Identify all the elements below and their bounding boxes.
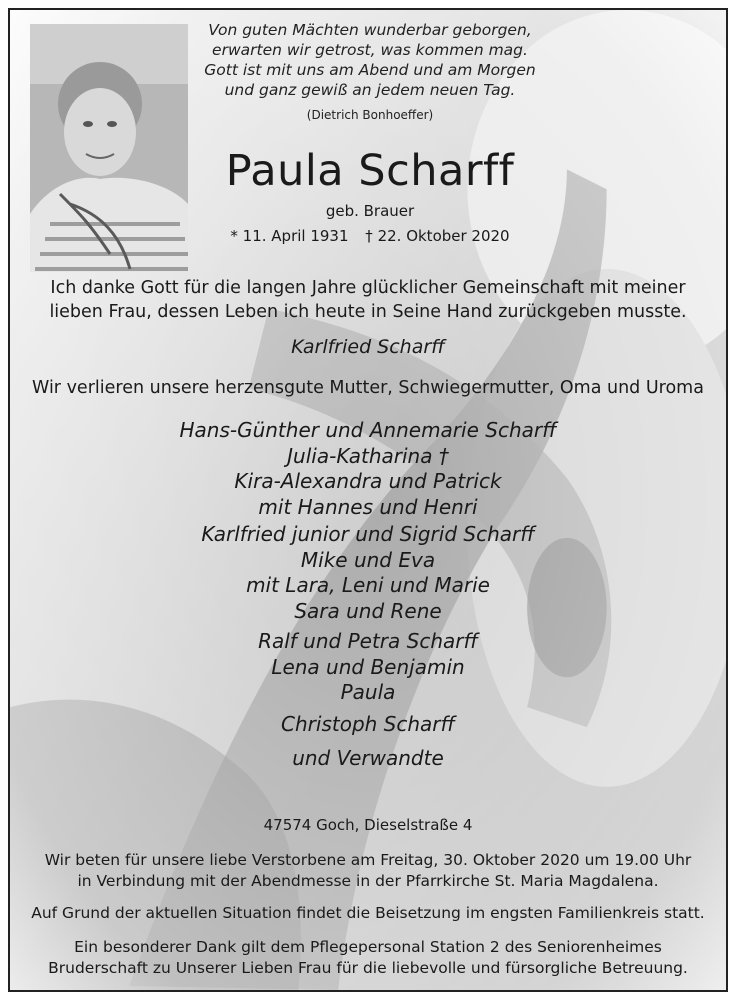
notice-burial	[10, 903, 726, 924]
family-line: Julia-Katharina †	[287, 443, 449, 468]
notice-line: Ein besonderer Dank gilt dem Pflegepersonal Station 2 des Seniorenheimes	[74, 938, 662, 956]
family-line: und Verwandte	[292, 746, 444, 770]
quote-line: und ganz gewiß an jedem neuen Tag.	[224, 81, 516, 99]
husband-signature: Karlfried Scharff	[291, 336, 445, 358]
quote-line: erwarten wir getrost, was kommen mag.	[212, 41, 528, 59]
birth-date: * 11. April 1931	[230, 227, 349, 245]
notice-line: Bruderschaft zu Unserer Lieben Frau für die liebevolle und fürsorgliche Betreuung.	[48, 959, 688, 977]
quote-line: Gott ist mit uns am Abend und am Morgen	[204, 61, 536, 79]
family-group-1	[10, 418, 726, 520]
notice-line: Auf Grund der aktuellen Situation findet die Beisetzung im engsten Familienkreis statt.	[31, 904, 705, 922]
family-line: Hans-Günther und Annemarie Scharff	[179, 418, 557, 442]
quote-text	[190, 20, 550, 100]
family-line: Mike und Eva	[300, 547, 436, 572]
family-group-2	[10, 522, 726, 624]
obituary-frame	[8, 8, 728, 992]
notice-line: in Verbindung mit der Abendmesse in der Pfarrkirche St. Maria Magdalena.	[77, 872, 659, 890]
deceased-name: Paula Scharff	[225, 146, 515, 196]
family-line: mit Lara, Leni und Marie	[246, 573, 490, 597]
family-line: Ralf und Petra Scharff	[258, 629, 478, 653]
husband-note-line: lieben Frau, dessen Leben ich heute in Seine Hand zurückgeben musste.	[49, 302, 687, 322]
quote-line: Von guten Mächten wunderbar geborgen,	[208, 21, 532, 39]
address: 47574 Goch, Dieselstraße 4	[263, 816, 473, 834]
family-group-3	[10, 629, 726, 706]
family-line: Kira-Alexandra und Patrick	[234, 469, 502, 493]
family-intro: Wir verlieren unsere herzensgute Mutter, Schwiegermutter, Oma und Uroma	[32, 378, 704, 398]
family-line: Paula	[340, 680, 396, 704]
family-group-4	[10, 712, 726, 738]
family-line: Christoph Scharff	[281, 712, 455, 736]
husband-note-line: Ich danke Gott für die langen Jahre glücklicher Gemeinschaft mit meiner	[50, 278, 686, 298]
family-group-5	[10, 746, 726, 772]
portrait-photo	[30, 24, 188, 272]
family-line: Sara und Rene	[294, 598, 442, 623]
quote-author: (Dietrich Bonhoeffer)	[306, 108, 434, 122]
family-line: Lena und Benjamin	[271, 654, 465, 679]
family-line: Karlfried junior und Sigrid Scharff	[201, 522, 535, 546]
birth-name: geb. Brauer	[325, 202, 415, 220]
family-line: mit Hannes und Henri	[258, 494, 478, 519]
notice-line: Wir beten für unsere liebe Verstorbene am Freitag, 30. Oktober 2020 um 19.00 Uhr	[44, 851, 692, 869]
death-date: † 22. Oktober 2020	[365, 227, 510, 245]
husband-note	[10, 276, 726, 360]
notice-thanks	[10, 937, 726, 979]
notice-service	[10, 850, 726, 892]
life-dates	[190, 227, 550, 245]
